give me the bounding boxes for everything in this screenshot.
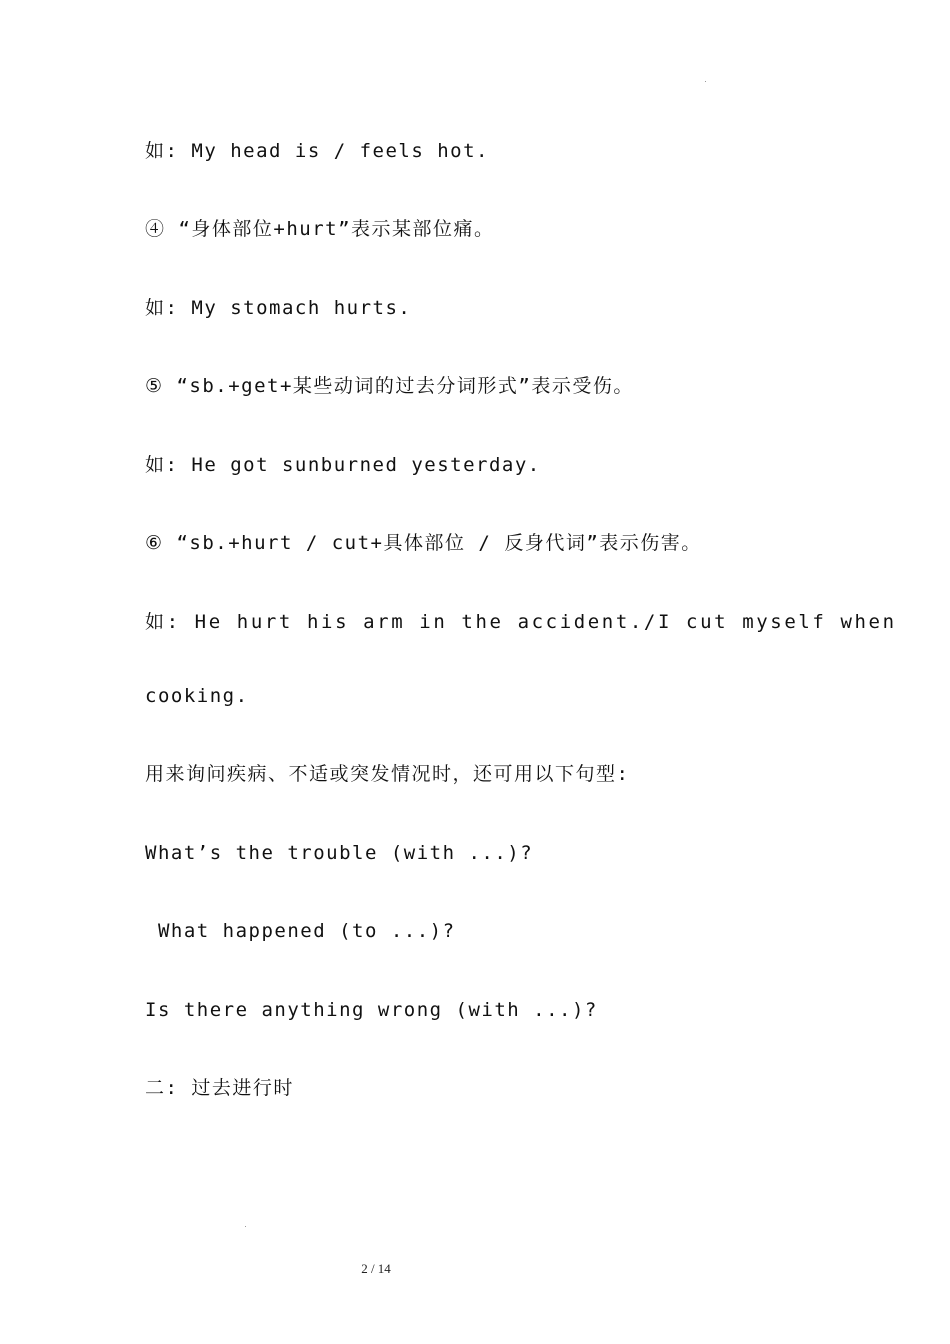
example-sunburned: 如: He got sunburned yesterday. <box>145 454 541 476</box>
example-head-hot: 如: My head is / feels hot. <box>145 140 489 162</box>
page-number: 2 / 14 <box>361 1261 391 1276</box>
other-question-patterns-intro: 用来询问疾病、不适或突发情况时，还可用以下句型: <box>145 763 630 785</box>
section-heading-past-continuous: 二: 过去进行时 <box>145 1077 294 1099</box>
example-hurt-arm-continued: cooking. <box>145 685 249 707</box>
scan-speck <box>245 1226 246 1227</box>
rule-6-hurt-cut: ⑥ “sb.+hurt / cut+具体部位 / 反身代词”表示伤害。 <box>145 532 702 554</box>
rule-4-body-part-hurt: ④ “身体部位+hurt”表示某部位痛。 <box>145 218 495 240</box>
pattern-anything-wrong: Is there anything wrong (with ...)? <box>145 999 598 1021</box>
pattern-whats-the-trouble: What’s the trouble (with ...)? <box>145 842 534 864</box>
example-stomach-hurts: 如: My stomach hurts. <box>145 297 412 319</box>
rule-5-get-past-participle: ⑤ “sb.+get+某些动词的过去分词形式”表示受伤。 <box>145 375 634 397</box>
pattern-what-happened: What happened (to ...)? <box>145 920 456 942</box>
scan-speck <box>705 81 706 82</box>
example-hurt-arm: 如: He hurt his arm in the accident./I cut myself when <box>145 611 897 633</box>
